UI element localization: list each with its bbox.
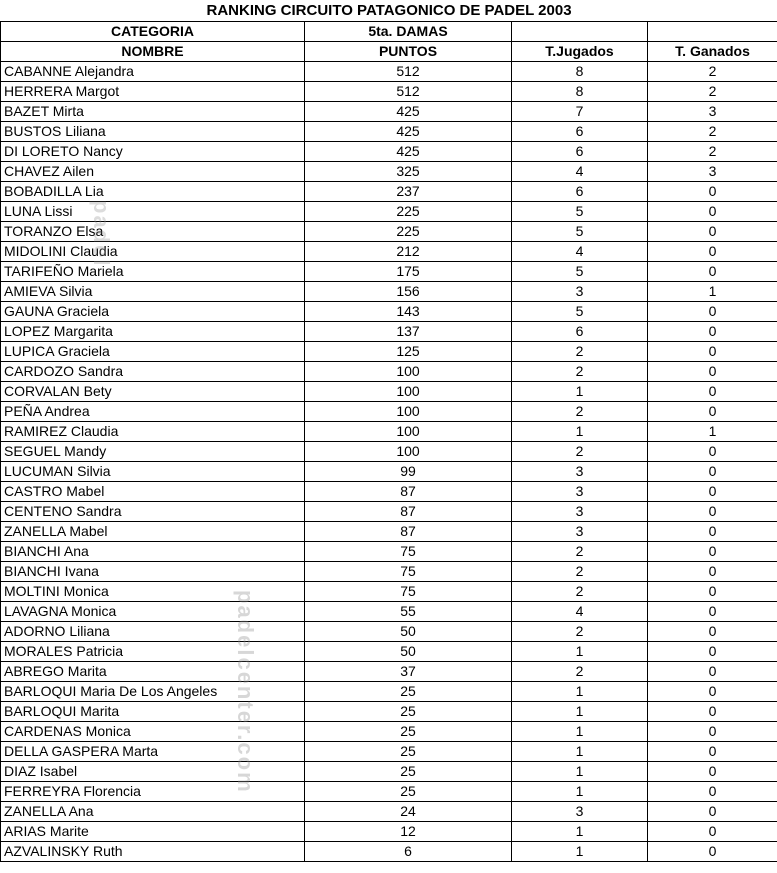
table-row — [1, 161, 777, 181]
cell-t-jugados: 4 — [512, 241, 648, 261]
cell-t-jugados: 1 — [512, 761, 648, 781]
cell-nombre: ARIAS Marite — [1, 821, 305, 841]
cell-nombre: ZANELLA Ana — [1, 801, 305, 821]
cell-t-ganados: 0 — [648, 681, 777, 701]
cell-t-jugados: 1 — [512, 421, 648, 441]
cell-t-ganados: 0 — [648, 361, 777, 381]
cell-t-jugados: 2 — [512, 581, 648, 601]
cell-t-ganados: 0 — [648, 181, 777, 201]
table-row — [1, 621, 777, 641]
cell-puntos: 75 — [305, 581, 512, 601]
cell-nombre: ADORNO Liliana — [1, 621, 305, 641]
cell-nombre: BARLOQUI Maria De Los Angeles — [1, 681, 305, 701]
cell-t-ganados: 2 — [648, 61, 777, 81]
cell-puntos: 237 — [305, 181, 512, 201]
cell-puntos: 50 — [305, 641, 512, 661]
cell-t-ganados: 3 — [648, 101, 777, 121]
cell-nombre: DELLA GASPERA Marta — [1, 741, 305, 761]
cell-puntos: 175 — [305, 261, 512, 281]
cell-puntos: 425 — [305, 141, 512, 161]
cell-t-jugados: 1 — [512, 641, 648, 661]
cell-t-ganados: 1 — [648, 281, 777, 301]
cell-t-jugados: 2 — [512, 341, 648, 361]
table-row — [1, 321, 777, 341]
cell-puntos: 55 — [305, 601, 512, 621]
cell-puntos: 225 — [305, 201, 512, 221]
cell-t-ganados: 0 — [648, 381, 777, 401]
cell-nombre: CHAVEZ Ailen — [1, 161, 305, 181]
cell-puntos: 12 — [305, 821, 512, 841]
table-row — [1, 781, 777, 801]
cell-puntos: 87 — [305, 501, 512, 521]
cell-nombre: GAUNA Graciela — [1, 301, 305, 321]
cell-t-ganados: 0 — [648, 461, 777, 481]
cell-nombre: LUCUMAN Silvia — [1, 461, 305, 481]
cell-t-ganados: 0 — [648, 221, 777, 241]
table-row — [1, 221, 777, 241]
cell-t-ganados: 0 — [648, 321, 777, 341]
cell-puntos: 125 — [305, 341, 512, 361]
cell-nombre: MIDOLINI Claudia — [1, 241, 305, 261]
cell-t-ganados: 0 — [648, 301, 777, 321]
cell-nombre: CARDENAS Monica — [1, 721, 305, 741]
cell-puntos: 25 — [305, 721, 512, 741]
cell-t-ganados: 2 — [648, 141, 777, 161]
cell-t-ganados: 0 — [648, 701, 777, 721]
cell-nombre: DI LORETO Nancy — [1, 141, 305, 161]
cell-nombre: RAMIREZ Claudia — [1, 421, 305, 441]
cell-nombre: HERRERA Margot — [1, 81, 305, 101]
cell-nombre: MOLTINI Monica — [1, 581, 305, 601]
cell-t-ganados: 0 — [648, 441, 777, 461]
cell-t-jugados: 2 — [512, 661, 648, 681]
cell-t-ganados: 0 — [648, 761, 777, 781]
cell-t-ganados: 0 — [648, 661, 777, 681]
table-row — [1, 181, 777, 201]
table-row — [1, 361, 777, 381]
cell-t-ganados: 0 — [648, 841, 777, 861]
cell-t-ganados: 0 — [648, 481, 777, 501]
cell-puntos: 512 — [305, 81, 512, 101]
cell-nombre: FERREYRA Florencia — [1, 781, 305, 801]
cell-nombre: BIANCHI Ivana — [1, 561, 305, 581]
cell-t-jugados: 1 — [512, 781, 648, 801]
cell-t-jugados: 1 — [512, 681, 648, 701]
cell-nombre: ZANELLA Mabel — [1, 521, 305, 541]
table-row — [1, 341, 777, 361]
cell-puntos: 25 — [305, 681, 512, 701]
cell-nombre: AZVALINSKY Ruth — [1, 841, 305, 861]
category-value: 5ta. DAMAS — [305, 21, 512, 41]
table-row — [1, 201, 777, 221]
cell-t-ganados: 0 — [648, 781, 777, 801]
cell-nombre: LOPEZ Margarita — [1, 321, 305, 341]
category-empty-cell — [648, 21, 777, 41]
cell-t-jugados: 3 — [512, 281, 648, 301]
cell-nombre: ABREGO Marita — [1, 661, 305, 681]
cell-puntos: 99 — [305, 461, 512, 481]
cell-t-jugados: 5 — [512, 221, 648, 241]
category-empty-cell — [512, 21, 648, 41]
cell-nombre: TORANZO Elsa — [1, 221, 305, 241]
cell-t-ganados: 0 — [648, 401, 777, 421]
cell-t-ganados: 1 — [648, 421, 777, 441]
cell-t-jugados: 3 — [512, 501, 648, 521]
cell-nombre: LUNA Lissi — [1, 201, 305, 221]
header-puntos: PUNTOS — [305, 41, 512, 61]
category-label: CATEGORIA — [1, 21, 305, 41]
cell-puntos: 143 — [305, 301, 512, 321]
table-row — [1, 401, 777, 421]
cell-t-ganados: 3 — [648, 161, 777, 181]
cell-nombre: BIANCHI Ana — [1, 541, 305, 561]
cell-nombre: CASTRO Mabel — [1, 481, 305, 501]
table-row — [1, 61, 777, 81]
cell-t-ganados: 0 — [648, 721, 777, 741]
ranking-table-body — [1, 0, 777, 861]
table-row — [1, 641, 777, 661]
cell-puntos: 25 — [305, 761, 512, 781]
cell-t-ganados: 0 — [648, 241, 777, 261]
header-t-jugados: T.Jugados — [512, 41, 648, 61]
cell-t-jugados: 3 — [512, 481, 648, 501]
table-row — [1, 701, 777, 721]
cell-nombre: BOBADILLA Lia — [1, 181, 305, 201]
cell-puntos: 50 — [305, 621, 512, 641]
table-row — [1, 421, 777, 441]
cell-puntos: 25 — [305, 741, 512, 761]
cell-t-ganados: 0 — [648, 501, 777, 521]
table-row — [1, 741, 777, 761]
cell-puntos: 75 — [305, 561, 512, 581]
table-row — [1, 721, 777, 741]
table-row — [1, 301, 777, 321]
cell-t-ganados: 0 — [648, 261, 777, 281]
table-row — [1, 601, 777, 621]
cell-t-ganados: 2 — [648, 121, 777, 141]
title-row — [1, 0, 777, 21]
cell-puntos: 225 — [305, 221, 512, 241]
cell-nombre: CABANNE Alejandra — [1, 61, 305, 81]
cell-t-jugados: 6 — [512, 141, 648, 161]
cell-nombre: DIAZ Isabel — [1, 761, 305, 781]
cell-puntos: 37 — [305, 661, 512, 681]
cell-puntos: 100 — [305, 361, 512, 381]
cell-t-jugados: 1 — [512, 381, 648, 401]
table-row — [1, 81, 777, 101]
table-row — [1, 281, 777, 301]
table-row — [1, 521, 777, 541]
cell-t-ganados: 0 — [648, 581, 777, 601]
table-row — [1, 141, 777, 161]
table-row — [1, 821, 777, 841]
cell-t-ganados: 0 — [648, 741, 777, 761]
cell-t-jugados: 4 — [512, 601, 648, 621]
cell-t-ganados: 0 — [648, 801, 777, 821]
table-row — [1, 441, 777, 461]
cell-t-ganados: 0 — [648, 341, 777, 361]
cell-puntos: 100 — [305, 401, 512, 421]
cell-nombre: BUSTOS Liliana — [1, 121, 305, 141]
cell-nombre: BAZET Mirta — [1, 101, 305, 121]
cell-t-ganados: 0 — [648, 521, 777, 541]
cell-nombre: SEGUEL Mandy — [1, 441, 305, 461]
cell-nombre: MORALES Patricia — [1, 641, 305, 661]
table-row — [1, 801, 777, 821]
cell-nombre: TARIFEÑO Mariela — [1, 261, 305, 281]
table-row — [1, 461, 777, 481]
table-row — [1, 761, 777, 781]
cell-puntos: 100 — [305, 421, 512, 441]
cell-t-ganados: 0 — [648, 621, 777, 641]
cell-t-ganados: 0 — [648, 201, 777, 221]
cell-t-jugados: 2 — [512, 361, 648, 381]
cell-puntos: 75 — [305, 541, 512, 561]
cell-t-ganados: 0 — [648, 821, 777, 841]
cell-t-jugados: 1 — [512, 721, 648, 741]
cell-puntos: 512 — [305, 61, 512, 81]
header-row — [1, 41, 777, 61]
cell-t-jugados: 6 — [512, 121, 648, 141]
table-row — [1, 681, 777, 701]
header-nombre: NOMBRE — [1, 41, 305, 61]
table-row — [1, 561, 777, 581]
cell-t-jugados: 3 — [512, 461, 648, 481]
cell-t-jugados: 5 — [512, 201, 648, 221]
cell-t-jugados: 2 — [512, 621, 648, 641]
cell-t-jugados: 2 — [512, 541, 648, 561]
table-row — [1, 121, 777, 141]
cell-t-jugados: 1 — [512, 701, 648, 721]
cell-t-ganados: 0 — [648, 541, 777, 561]
table-row — [1, 381, 777, 401]
cell-puntos: 425 — [305, 121, 512, 141]
cell-t-jugados: 6 — [512, 321, 648, 341]
table-row — [1, 541, 777, 561]
table-row — [1, 481, 777, 501]
cell-puntos: 87 — [305, 481, 512, 501]
cell-nombre: LAVAGNA Monica — [1, 601, 305, 621]
table-row — [1, 661, 777, 681]
category-row — [1, 21, 777, 41]
cell-t-ganados: 0 — [648, 561, 777, 581]
cell-puntos: 425 — [305, 101, 512, 121]
cell-t-jugados: 8 — [512, 81, 648, 101]
cell-nombre: BARLOQUI Marita — [1, 701, 305, 721]
cell-t-jugados: 8 — [512, 61, 648, 81]
cell-t-jugados: 1 — [512, 821, 648, 841]
cell-puntos: 25 — [305, 701, 512, 721]
cell-t-jugados: 4 — [512, 161, 648, 181]
cell-puntos: 100 — [305, 381, 512, 401]
header-t-ganados: T. Ganados — [648, 41, 777, 61]
cell-t-jugados: 5 — [512, 301, 648, 321]
cell-t-jugados: 3 — [512, 801, 648, 821]
cell-t-jugados: 2 — [512, 441, 648, 461]
cell-nombre: CORVALAN Bety — [1, 381, 305, 401]
cell-nombre: CARDOZO Sandra — [1, 361, 305, 381]
watermark-upper: padel — [89, 200, 114, 268]
cell-t-ganados: 2 — [648, 81, 777, 101]
cell-t-jugados: 1 — [512, 841, 648, 861]
cell-puntos: 212 — [305, 241, 512, 261]
cell-puntos: 24 — [305, 801, 512, 821]
table-row — [1, 581, 777, 601]
table-row — [1, 101, 777, 121]
cell-puntos: 25 — [305, 781, 512, 801]
cell-puntos: 6 — [305, 841, 512, 861]
cell-t-jugados: 7 — [512, 101, 648, 121]
cell-nombre: LUPICA Graciela — [1, 341, 305, 361]
cell-puntos: 87 — [305, 521, 512, 541]
cell-puntos: 137 — [305, 321, 512, 341]
cell-puntos: 100 — [305, 441, 512, 461]
watermark: padelcenter.com — [233, 590, 258, 794]
cell-t-ganados: 0 — [648, 641, 777, 661]
table-row — [1, 261, 777, 281]
cell-t-jugados: 2 — [512, 561, 648, 581]
table-row — [1, 241, 777, 261]
table-row — [1, 841, 777, 861]
cell-puntos: 156 — [305, 281, 512, 301]
cell-puntos: 325 — [305, 161, 512, 181]
cell-nombre: PEÑA Andrea — [1, 401, 305, 421]
cell-t-jugados: 1 — [512, 741, 648, 761]
cell-nombre: CENTENO Sandra — [1, 501, 305, 521]
cell-t-jugados: 3 — [512, 521, 648, 541]
cell-t-jugados: 6 — [512, 181, 648, 201]
cell-t-ganados: 0 — [648, 601, 777, 621]
cell-t-jugados: 5 — [512, 261, 648, 281]
cell-nombre: AMIEVA Silvia — [1, 281, 305, 301]
cell-t-jugados: 2 — [512, 401, 648, 421]
table-row — [1, 501, 777, 521]
page-title: RANKING CIRCUITO PATAGONICO DE PADEL 2003 — [206, 1, 572, 19]
